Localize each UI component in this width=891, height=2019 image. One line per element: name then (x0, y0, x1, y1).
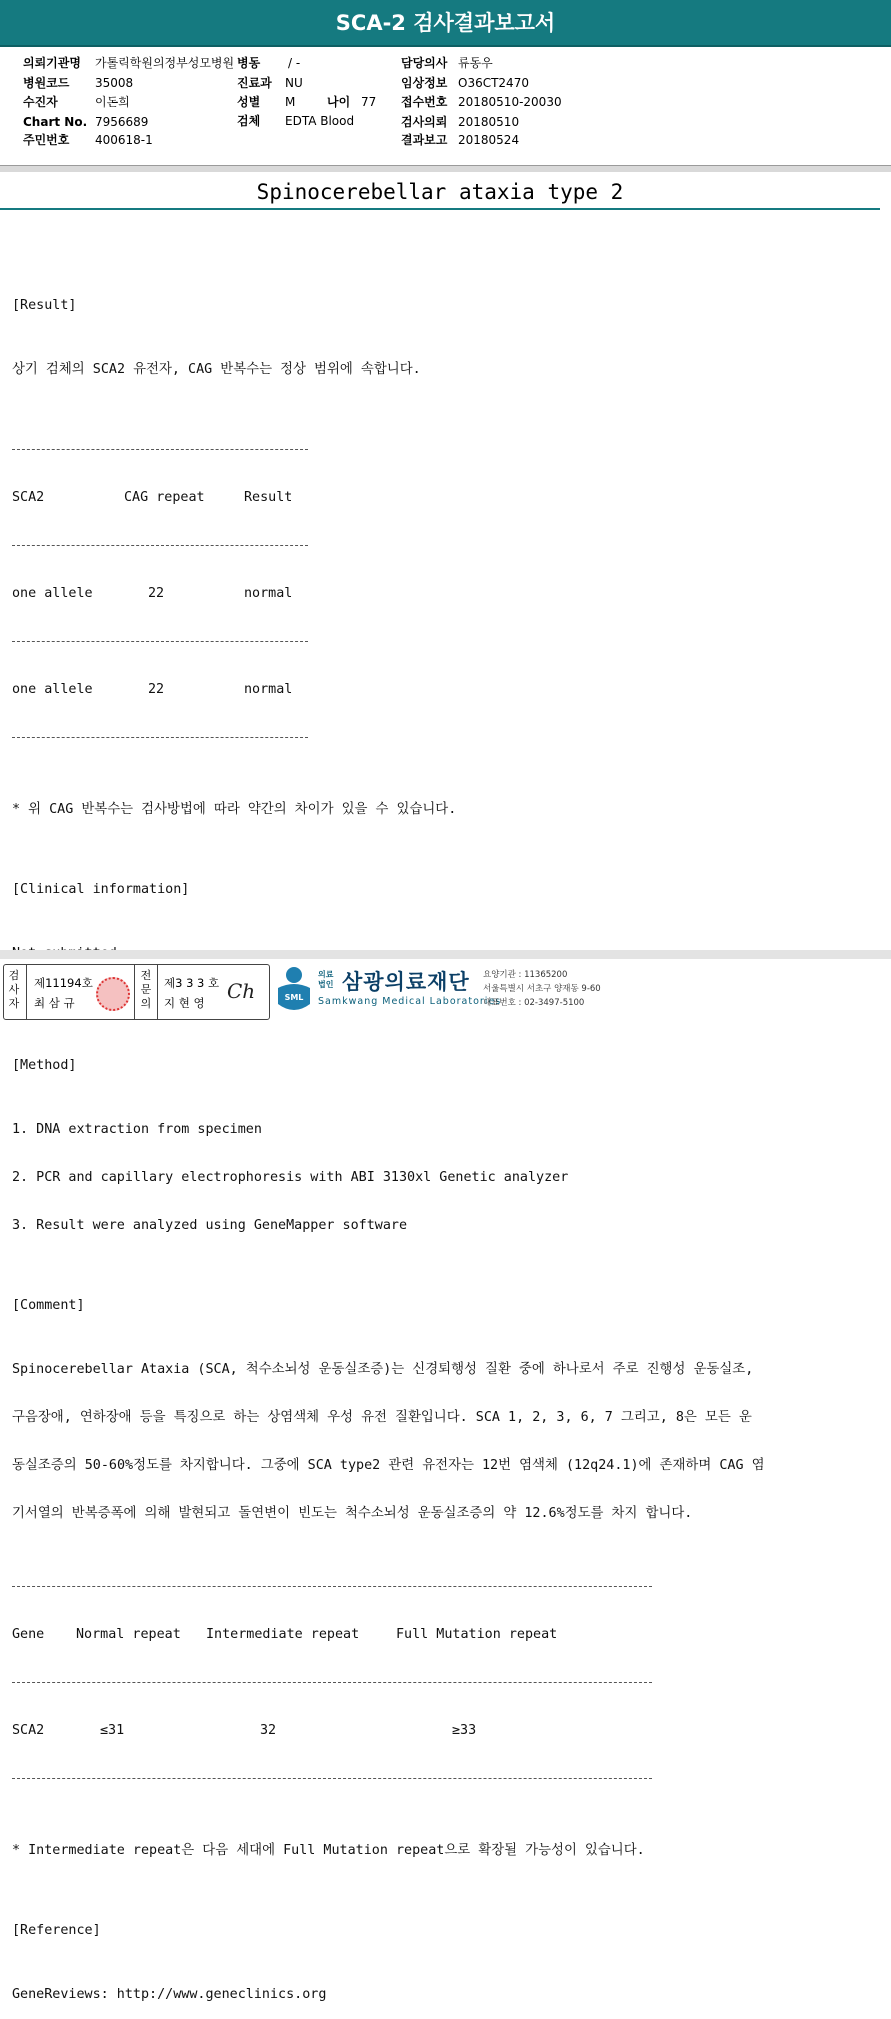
method-heading: [Method] (12, 1058, 77, 1073)
clinical-heading: [Clinical information] (12, 882, 190, 897)
method-item: 1. DNA extraction from specimen (12, 1122, 262, 1137)
allele-label: one allele (12, 682, 93, 697)
table-divider (12, 737, 308, 738)
institution-value: 가톨릭학원의정부성모병원 (95, 56, 235, 70)
specimen-value: EDTA Blood (285, 114, 355, 128)
col-header-result: Result (244, 490, 293, 505)
result-note: * 위 CAG 반복수는 검사방법에 따라 약간의 차이가 있을 수 있습니다. (12, 802, 457, 817)
logo-mark-text: SML (284, 993, 304, 1002)
table-divider (12, 1586, 652, 1587)
divider-band (0, 166, 891, 172)
chart-label: Chart No. (23, 115, 88, 129)
contact-info (483, 968, 601, 1010)
physician-name: 지 현 영 (164, 996, 205, 1010)
ward-value: / - (288, 56, 301, 70)
table-divider (12, 1682, 652, 1683)
result-table-header (12, 490, 308, 506)
clinical-label: 임상정보 (401, 76, 448, 90)
dept-value: NU (285, 76, 303, 90)
full-mutation-value: ≥33 (452, 1723, 477, 1738)
tester-seal-icon (96, 977, 130, 1011)
report-value: 20180524 (458, 133, 520, 147)
tester-vertical-label: 검사자 (8, 969, 20, 1010)
col-header-full: Full Mutation repeat (396, 1627, 558, 1642)
divider (157, 965, 158, 1019)
report-label: 결과보고 (401, 133, 448, 147)
gene-value: SCA2 (12, 1723, 45, 1738)
specimen-label: 검체 (237, 114, 261, 128)
logo-small-label: 의료 법인 (318, 970, 334, 989)
doctor-label: 담당의사 (401, 56, 448, 70)
patient-label: 수진자 (23, 95, 58, 109)
result-heading: [Result] (12, 298, 77, 313)
reference-text: GeneReviews: http://www.geneclinics.org (12, 1987, 327, 2002)
method-item: 3. Result were analyzed using GeneMapper software (12, 1218, 408, 1233)
table-divider (12, 641, 308, 642)
result-value: normal (244, 682, 293, 697)
chart-value: 7956689 (95, 115, 149, 129)
institution-label: 의뢰기관명 (23, 56, 81, 70)
comment-line: 동실조증의 50-60%정도를 차지합니다. 그중에 SCA type2 관련 유전자는 12번 염색체 (12q24.1)에 존재하며 CAG 염 (12, 1458, 765, 1473)
allele-label: one allele (12, 586, 93, 601)
patient-info-panel (0, 49, 891, 166)
table-divider (12, 449, 308, 450)
signature-box (3, 964, 270, 1020)
age-value: 77 (361, 95, 377, 109)
comment-line: Spinocerebellar Ataxia (SCA, 척수소뇌성 운동실조증)는 신경퇴행성 질환 중에 하나로서 주로 진행성 운동실조, (12, 1362, 754, 1377)
result-summary: 상기 검체의 SCA2 유전자, CAG 반복수는 정상 범위에 속합니다. (12, 362, 421, 377)
col-header-normal: Normal repeat (76, 1627, 181, 1642)
tester-license: 제11194호 (34, 976, 93, 990)
sex-value: M (285, 95, 296, 109)
logo-english-name: Samkwang Medical Laboratories (318, 996, 502, 1007)
receipt-value: 20180510-20030 (458, 95, 562, 109)
id-value: 400618-1 (95, 133, 153, 147)
report-header (0, 0, 891, 47)
cag-value: 22 (148, 682, 165, 697)
logo-name: 삼광의료재단 (342, 970, 470, 994)
table-row (12, 682, 308, 698)
sex-label: 성별 (237, 95, 261, 109)
request-label: 검사의뢰 (401, 115, 448, 129)
tester-name: 최 삼 규 (34, 996, 75, 1010)
report-footer (0, 962, 891, 1029)
ward-label: 병동 (237, 56, 261, 70)
divider (26, 965, 27, 1019)
hospital-code-value: 35008 (95, 76, 134, 90)
repeat-table (12, 1554, 652, 1811)
physician-signature: Ch (227, 979, 256, 1003)
col-header-gene: Gene (12, 1627, 45, 1642)
clinical-value: O36CT2470 (458, 76, 529, 90)
method-item: 2. PCR and capillary electrophoresis with ABI 3130xl Genetic analyzer (12, 1170, 569, 1185)
reference-heading: [Reference] (12, 1923, 101, 1938)
contact-line: 요양기관 : 11365200 (483, 970, 568, 980)
report-title: SCA-2 검사결과보고서 (335, 11, 556, 35)
patient-value: 이돈희 (95, 95, 130, 109)
hospital-code-label: 병원코드 (23, 76, 70, 90)
report-body (12, 266, 887, 2019)
table-divider (12, 545, 308, 546)
table-row (12, 586, 308, 602)
contact-line: 대표번호 : 02-3497-5100 (483, 998, 585, 1008)
divider (134, 965, 135, 1019)
receipt-label: 접수번호 (401, 95, 448, 109)
col-header-cag: CAG repeat (124, 490, 205, 505)
footer-divider-band (0, 950, 891, 959)
table-row (12, 1723, 652, 1739)
table-divider (12, 1778, 652, 1779)
col-header-gene: SCA2 (12, 490, 45, 505)
sml-logo-icon (272, 964, 316, 1016)
col-header-intermediate: Intermediate repeat (206, 1627, 360, 1642)
id-label: 주민번호 (23, 133, 70, 147)
comment-line: 기서열의 반복증폭에 의해 발현되고 돌연변이 빈도는 척수소뇌성 운동실조증의 약 12.6%정도를 차지 합니다. (12, 1506, 693, 1521)
contact-line: 서울특별시 서초구 양재동 9-60 (483, 984, 601, 994)
request-value: 20180510 (458, 115, 520, 129)
dept-label: 진료과 (237, 76, 272, 90)
result-table (12, 410, 308, 770)
comment-line: 구음장애, 연하장애 등을 특징으로 하는 상염색체 우성 유전 질환입니다. SCA 1, 2, 3, 6, 7 그리고, 8은 모든 운 (12, 1410, 752, 1425)
cag-value: 22 (148, 586, 165, 601)
repeat-table-header (12, 1627, 652, 1643)
normal-value: ≤31 (100, 1723, 125, 1738)
document-title-text: Spinocerebellar ataxia type 2 (256, 180, 624, 204)
result-value: normal (244, 586, 293, 601)
comment-heading: [Comment] (12, 1298, 85, 1313)
physician-license: 제3 3 3 호 (164, 976, 220, 990)
doctor-value: 류동우 (458, 56, 493, 70)
physician-vertical-label: 전문의 (140, 969, 152, 1010)
document-title (0, 176, 880, 210)
age-label: 나이 (327, 95, 351, 109)
comment-note: * Intermediate repeat은 다음 세대에 Full Mutation repeat으로 확장될 가능성이 있습니다. (12, 1843, 645, 1858)
intermediate-value: 32 (260, 1723, 277, 1738)
